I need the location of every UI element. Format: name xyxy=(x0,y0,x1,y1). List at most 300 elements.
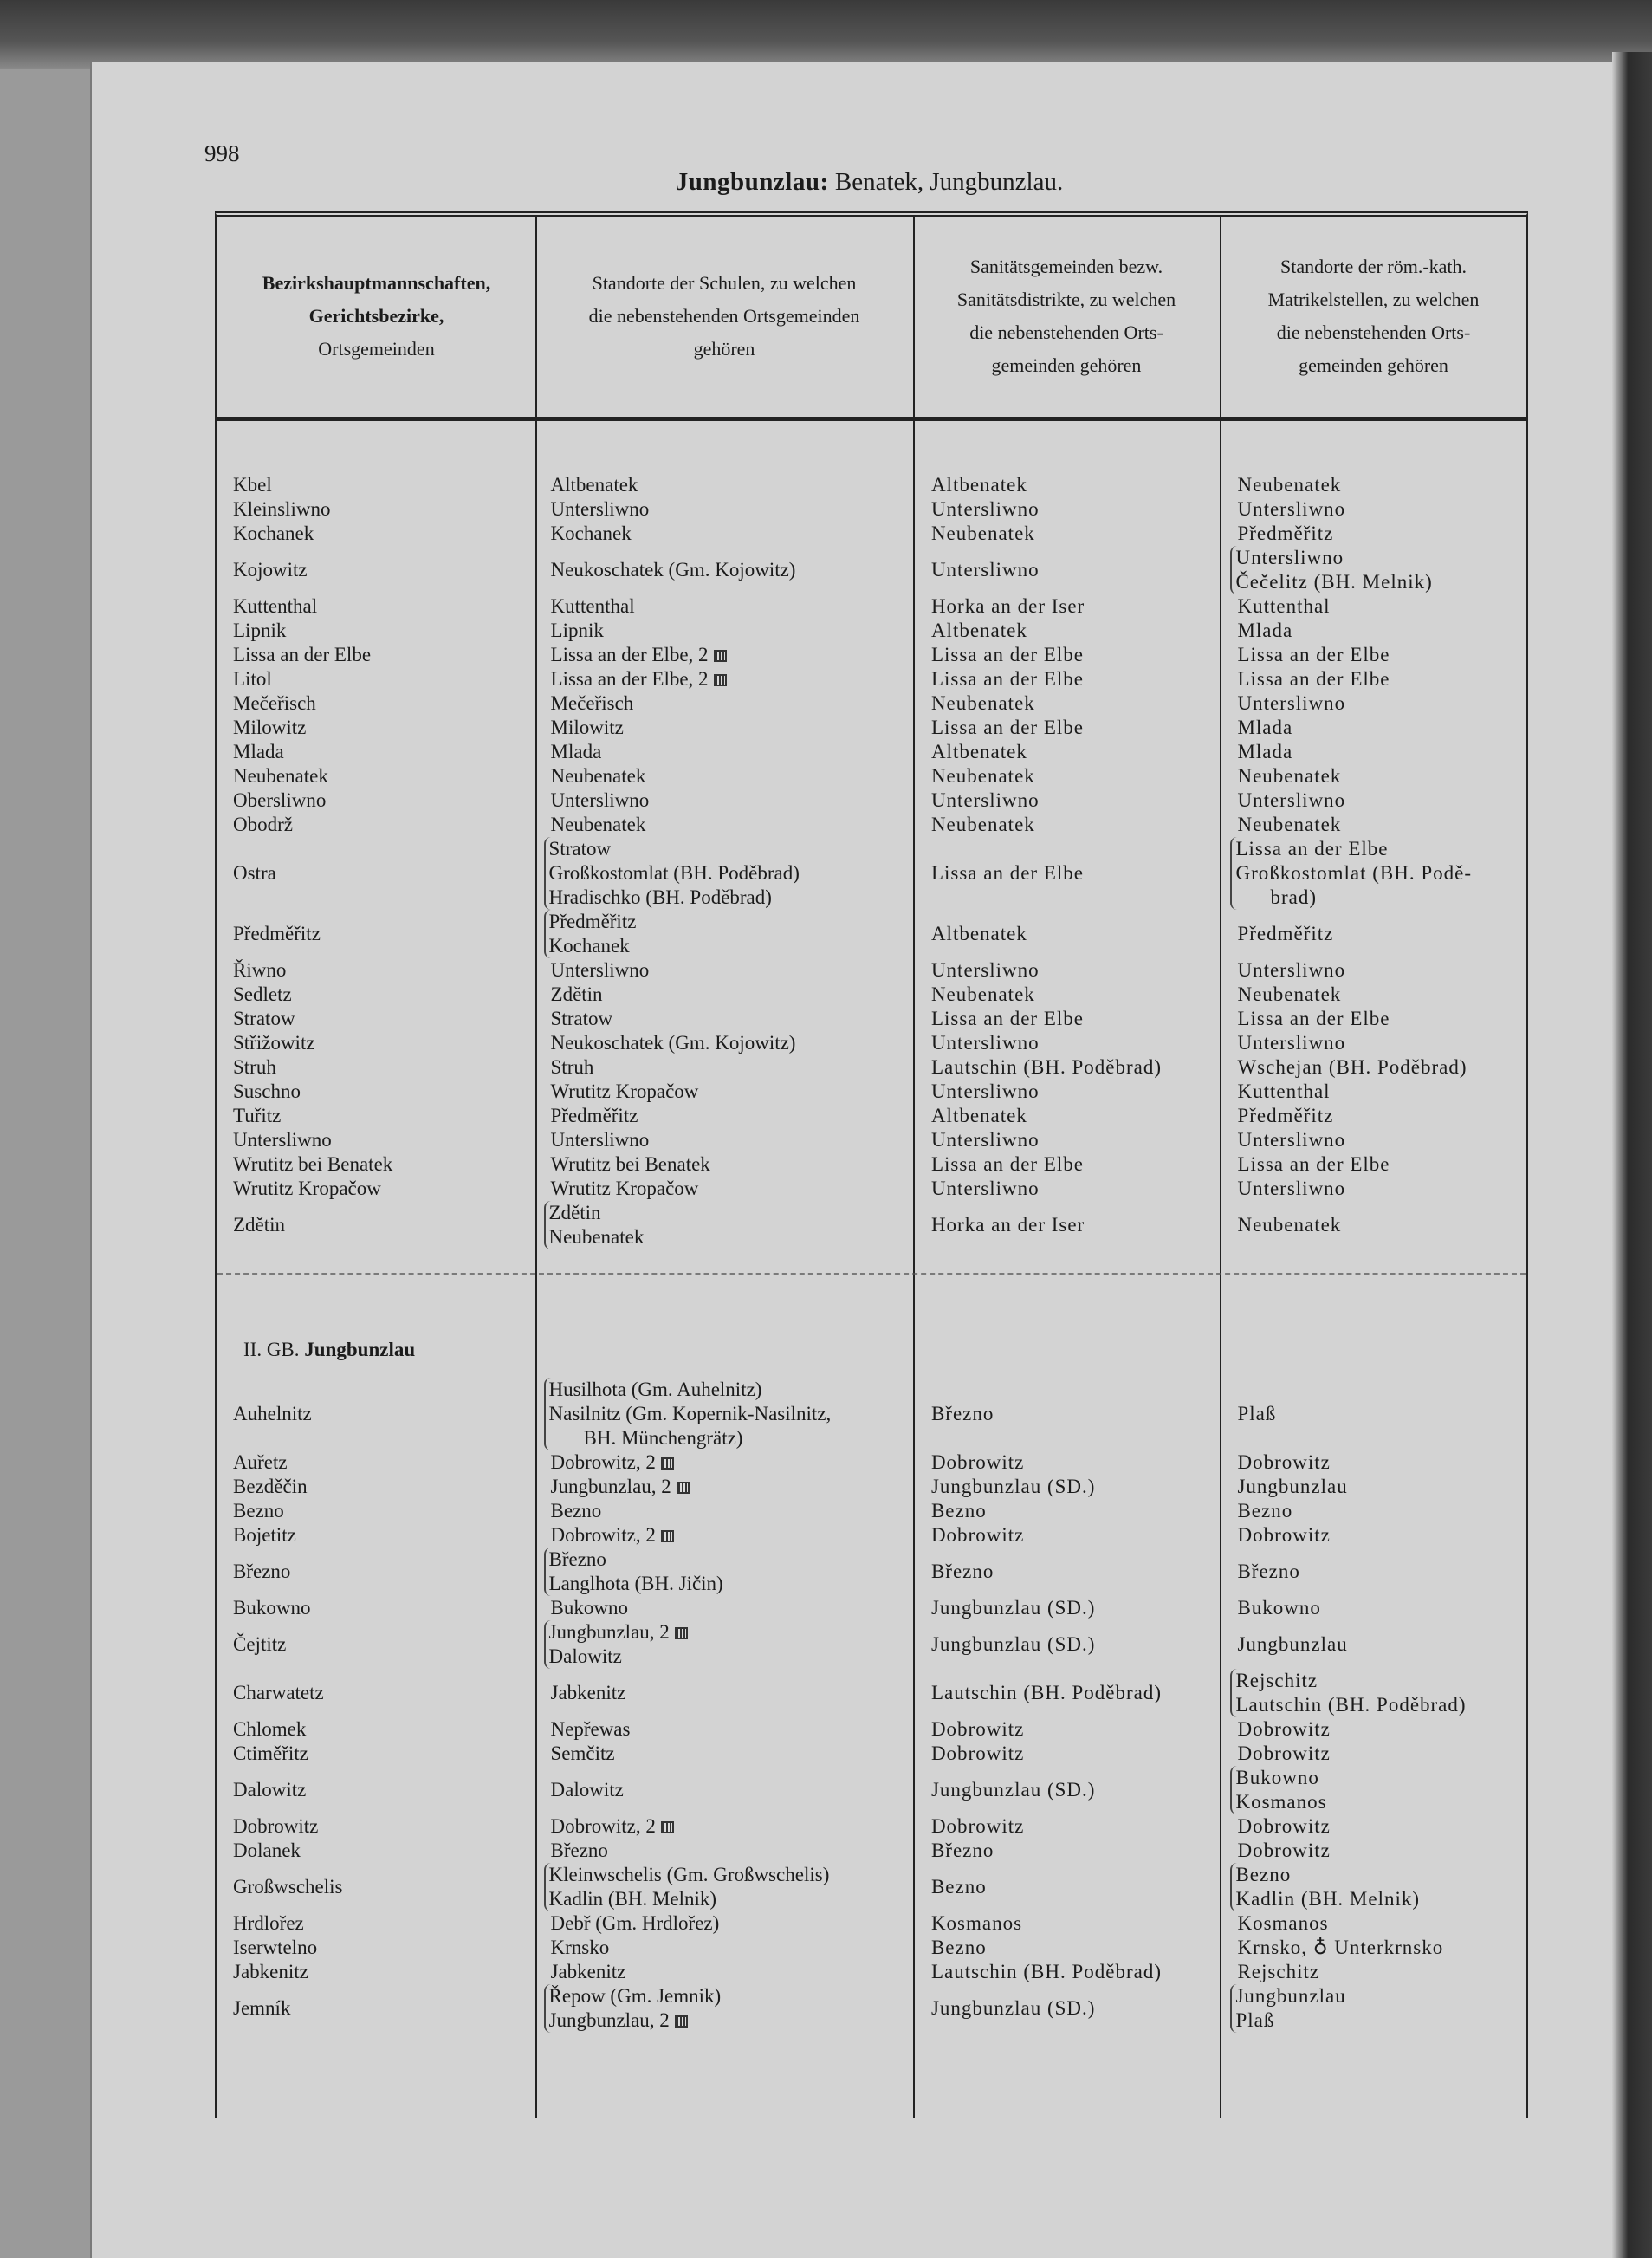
parish-register-cell xyxy=(1218,1669,1526,1717)
entry-text: Předměřitz xyxy=(1237,522,1334,544)
entry xyxy=(1237,983,1526,1007)
entry-text: Mlada xyxy=(550,741,602,762)
entry xyxy=(1237,643,1526,667)
entry-group xyxy=(551,643,912,667)
entry-text: Jungbunzlau, 2 xyxy=(548,2009,670,2031)
entry-group xyxy=(931,788,1219,813)
entry-text: Neubenatek xyxy=(550,765,646,787)
entry-group xyxy=(931,1814,1219,1839)
table-row xyxy=(217,691,1526,716)
entry-group xyxy=(931,1031,1219,1055)
entry xyxy=(1235,1790,1526,1814)
entry-text: Předměřitz xyxy=(550,1105,638,1126)
entry-group xyxy=(931,497,1219,522)
municipality-cell: Dobrowitz xyxy=(233,1815,319,1837)
municipality-cell: Střižowitz xyxy=(233,1032,315,1054)
entry-text: Altbenatek xyxy=(550,474,638,496)
parish-register-cell xyxy=(1218,1742,1526,1766)
sanitary-district-cell xyxy=(912,716,1219,740)
header-line: die nebenstehenden Orts- xyxy=(1276,321,1471,343)
municipality-cell: Mečeřisch xyxy=(233,692,316,714)
entry-group xyxy=(931,619,1219,643)
table-row xyxy=(217,1669,1526,1717)
municipality-cell: Charwatetz xyxy=(233,1682,324,1703)
entry-group xyxy=(931,740,1219,764)
school-cell xyxy=(535,1378,912,1450)
entry-group xyxy=(931,594,1219,619)
entry-group xyxy=(931,1450,1219,1475)
entry-group xyxy=(931,861,1219,886)
sanitary-district-cell xyxy=(912,740,1219,764)
entry-group xyxy=(1237,1177,1526,1201)
municipality-cell: Neubenatek xyxy=(233,765,328,787)
municipality-cell: Kbel xyxy=(233,474,272,496)
table-row xyxy=(217,1450,1526,1475)
entry-group xyxy=(931,1839,1219,1863)
entry xyxy=(1237,1104,1526,1128)
entry-group xyxy=(551,1152,912,1177)
entry xyxy=(551,619,912,643)
entry xyxy=(1237,473,1526,497)
sanitary-district-cell xyxy=(912,1031,1219,1055)
municipality-cell: Sedletz xyxy=(233,983,292,1005)
entry-text: Neukoschatek (Gm. Kojowitz) xyxy=(550,559,796,581)
entry xyxy=(931,1128,1219,1152)
entry-group xyxy=(551,1031,912,1055)
table-row xyxy=(217,473,1526,497)
entry xyxy=(1237,1742,1526,1766)
parish-register-cell xyxy=(1218,983,1526,1007)
entry-text: Bukowno xyxy=(550,1597,628,1619)
entry xyxy=(549,1887,912,1911)
school-cell xyxy=(535,1839,912,1863)
entry xyxy=(931,1911,1219,1936)
section-heading xyxy=(243,1339,415,1361)
entry xyxy=(551,1450,912,1475)
parish-register-cell xyxy=(1218,1055,1526,1080)
entry xyxy=(931,1450,1219,1475)
entry xyxy=(551,1936,912,1960)
entry xyxy=(551,1007,912,1031)
entry xyxy=(1235,1863,1526,1887)
entry-text: Langlhota (BH. Jičin) xyxy=(548,1573,723,1594)
table-row xyxy=(217,910,1526,958)
entry xyxy=(931,1080,1219,1104)
entry-text: Dobrowitz xyxy=(930,1524,1025,1546)
sanitary-district-cell xyxy=(912,1814,1219,1839)
entry xyxy=(549,1620,912,1645)
municipality-cell: Jemník xyxy=(233,1997,291,2019)
entry xyxy=(931,1402,1219,1426)
entry xyxy=(931,1523,1219,1548)
entry xyxy=(1237,922,1526,946)
entry-text: Altbenatek xyxy=(930,620,1027,641)
entry xyxy=(931,667,1219,691)
parish-register-cell xyxy=(1218,1620,1526,1669)
school-cell xyxy=(535,1523,912,1548)
school-cell xyxy=(535,1936,912,1960)
school-cell xyxy=(535,1031,912,1055)
entry-text: Untersliwno xyxy=(1237,692,1346,714)
entry-text: Lissa an der Elbe, 2 xyxy=(550,644,709,665)
sanitary-district-cell xyxy=(912,1007,1219,1031)
school-cell xyxy=(535,1669,912,1717)
sanitary-district-cell xyxy=(912,1080,1219,1104)
section-name: Jungbunzlau xyxy=(304,1339,416,1360)
entry-group xyxy=(931,716,1219,740)
entry-group xyxy=(931,1402,1219,1426)
entry-group xyxy=(931,983,1219,1007)
entry-group xyxy=(1237,1936,1526,1960)
entry-group xyxy=(931,1499,1219,1523)
entry xyxy=(551,594,912,619)
entry xyxy=(931,1717,1219,1742)
entry-group xyxy=(1237,667,1526,691)
municipality-cell: Čejtitz xyxy=(233,1633,287,1655)
entry xyxy=(1237,1128,1526,1152)
parish-register-cell xyxy=(1218,1450,1526,1475)
entry-text: Untersliwno xyxy=(930,1178,1040,1199)
sanitary-district-cell xyxy=(912,1475,1219,1499)
table-row xyxy=(217,1936,1526,1960)
table-row xyxy=(217,1742,1526,1766)
entry-group xyxy=(551,1814,912,1839)
table-row xyxy=(217,1152,1526,1177)
entry-group xyxy=(1237,1632,1526,1657)
municipality-cell: Dolanek xyxy=(233,1839,301,1861)
sanitary-district-cell xyxy=(912,1717,1219,1742)
entry-text: Untersliwno xyxy=(1237,1032,1346,1054)
entry-text: Kosmanos xyxy=(1235,1791,1327,1813)
entry-text: Březno xyxy=(548,1548,606,1570)
school-icon xyxy=(675,1627,688,1639)
sanitary-district-cell xyxy=(912,1548,1219,1596)
parish-register-cell xyxy=(1218,837,1526,910)
entry xyxy=(1235,861,1526,886)
entry xyxy=(931,1055,1219,1080)
table-row xyxy=(217,764,1526,788)
entry-text: Jungbunzlau xyxy=(1235,1985,1346,2007)
entry xyxy=(1237,497,1526,522)
sanitary-district-cell xyxy=(912,764,1219,788)
school-cell xyxy=(535,594,912,619)
municipality-cell: Dalowitz xyxy=(233,1779,307,1801)
entry xyxy=(931,1632,1219,1657)
entry xyxy=(551,788,912,813)
entry xyxy=(551,1177,912,1201)
entry-group xyxy=(931,473,1219,497)
entry-group xyxy=(931,667,1219,691)
parish-register-cell xyxy=(1218,1007,1526,1031)
sanitary-district-cell xyxy=(912,1669,1219,1717)
entry xyxy=(1237,1814,1526,1839)
entry-text: Debř (Gm. Hrdlořez) xyxy=(550,1912,720,1934)
entry xyxy=(1235,570,1526,594)
municipality-cell: Obersliwno xyxy=(233,789,327,811)
school-cell xyxy=(535,1152,912,1177)
school-cell xyxy=(535,691,912,716)
entry xyxy=(1237,667,1526,691)
entry-text: Lissa an der Elbe xyxy=(930,1153,1084,1175)
school-cell xyxy=(535,546,912,594)
entry-group xyxy=(551,1080,912,1104)
municipality-cell: Březno xyxy=(233,1560,291,1582)
municipality-cell: Kochanek xyxy=(233,522,314,544)
table-row xyxy=(217,546,1526,594)
entry-group xyxy=(931,522,1219,546)
table-row xyxy=(217,1523,1526,1548)
entry-group xyxy=(551,1839,912,1863)
entry-text: Bezno xyxy=(930,1876,987,1898)
municipality-cell: Kleinsliwno xyxy=(233,498,331,520)
header-line: Matrikelstellen, zu welchen xyxy=(1267,289,1480,310)
entry-group xyxy=(551,788,912,813)
entry-text: Bezno xyxy=(930,1500,987,1522)
header-line: Sanitätsgemeinden bezw. xyxy=(969,256,1163,277)
entry-text: Zdětin xyxy=(548,1202,601,1223)
entry-text: Neubenatek xyxy=(930,983,1035,1005)
entry xyxy=(931,1177,1219,1201)
entry xyxy=(1237,691,1526,716)
header-line: Gerichtsbezirke, xyxy=(308,305,444,327)
entry xyxy=(931,1936,1219,1960)
school-cell xyxy=(535,643,912,667)
entry-group xyxy=(1237,522,1526,546)
table-row xyxy=(217,837,1526,910)
entry-group xyxy=(1237,1960,1526,1984)
school-cell xyxy=(535,497,912,522)
entry xyxy=(931,788,1219,813)
entry-group xyxy=(551,1104,912,1128)
entry-text: Milowitz xyxy=(550,717,624,738)
sanitary-district-cell xyxy=(912,594,1219,619)
entry-group xyxy=(551,764,912,788)
entry-text: Jungbunzlau (SD.) xyxy=(930,1597,1096,1619)
entry-text: Bezno xyxy=(1235,1864,1292,1885)
entry-text: Neubenatek xyxy=(1237,1214,1342,1236)
school-cell xyxy=(535,1080,912,1104)
entry-group xyxy=(551,1936,912,1960)
entry-group xyxy=(931,1911,1219,1936)
parish-register-cell xyxy=(1218,619,1526,643)
entry xyxy=(549,1402,912,1426)
entry-text: Březno xyxy=(930,1403,994,1424)
entry xyxy=(1237,1911,1526,1936)
entry xyxy=(1235,1693,1526,1717)
sanitary-district-cell xyxy=(912,1960,1219,1984)
entry xyxy=(931,558,1219,582)
entry-text: Kuttenthal xyxy=(1237,1080,1331,1102)
entry-group xyxy=(931,813,1219,837)
entry xyxy=(1237,1402,1526,1426)
entry xyxy=(551,1742,912,1766)
entry-text: Bezno xyxy=(550,1500,602,1522)
entry-text: Altbenatek xyxy=(930,741,1027,762)
entry-text: Zdětin xyxy=(550,983,603,1005)
parish-register-cell xyxy=(1218,1960,1526,1984)
entry xyxy=(931,813,1219,837)
school-cell xyxy=(535,1450,912,1475)
school-cell xyxy=(535,1742,912,1766)
parish-register-cell xyxy=(1218,1548,1526,1596)
parish-register-cell xyxy=(1218,1128,1526,1152)
entry-group xyxy=(931,1996,1219,2021)
entry-group xyxy=(551,1911,912,1936)
entry-group xyxy=(1237,922,1526,946)
entry xyxy=(549,1572,912,1596)
entry-group xyxy=(931,1007,1219,1031)
table-row xyxy=(217,1177,1526,1201)
sanitary-district-cell xyxy=(912,691,1219,716)
entry xyxy=(551,1839,912,1863)
entry-group xyxy=(551,1177,912,1201)
sanitary-district-cell xyxy=(912,1152,1219,1177)
entry-group xyxy=(931,1523,1219,1548)
entry xyxy=(549,837,912,861)
entry xyxy=(931,522,1219,546)
entry-text: Dobrowitz xyxy=(1237,1839,1331,1861)
entry-text: Dobrowitz xyxy=(1237,1524,1331,1546)
entry-group xyxy=(1237,1475,1526,1499)
parish-register-cell xyxy=(1218,1984,1526,2033)
table-row xyxy=(217,1814,1526,1839)
entry-text: Krnsko xyxy=(550,1937,610,1958)
entry xyxy=(931,1814,1219,1839)
entry xyxy=(551,813,912,837)
entry-text: Bukowno xyxy=(1235,1767,1319,1788)
entry xyxy=(931,1152,1219,1177)
entry xyxy=(931,1213,1219,1237)
entry-group xyxy=(551,522,912,546)
sanitary-district-cell xyxy=(912,910,1219,958)
entry-group xyxy=(1237,1450,1526,1475)
table-row xyxy=(217,1717,1526,1742)
entry-group xyxy=(551,594,912,619)
entry xyxy=(549,2008,912,2033)
parish-register-cell xyxy=(1218,1766,1526,1814)
bracket-group xyxy=(1230,837,1526,910)
table-row xyxy=(217,716,1526,740)
parish-register-cell xyxy=(1218,473,1526,497)
bracket-group xyxy=(544,1548,912,1596)
entry-group xyxy=(1237,1499,1526,1523)
school-cell xyxy=(535,1055,912,1080)
entry-text: Lissa an der Elbe xyxy=(930,668,1084,690)
school-cell xyxy=(535,1128,912,1152)
entry-text: Husilhota (Gm. Auhelnitz) xyxy=(548,1379,762,1400)
entry-text: Plaß xyxy=(1235,2009,1275,2031)
entry-group xyxy=(551,473,912,497)
table-row xyxy=(217,1128,1526,1152)
sanitary-district-cell xyxy=(912,1766,1219,1814)
entry-text: Dalowitz xyxy=(548,1645,622,1667)
entry-text: Kadlin (BH. Melnik) xyxy=(548,1888,717,1910)
entry-text: Neukoschatek (Gm. Kojowitz) xyxy=(550,1032,796,1054)
table-row xyxy=(217,1201,1526,1249)
parish-register-cell xyxy=(1218,497,1526,522)
entry-text: Stratow xyxy=(550,1008,613,1029)
entry-text: Großkostomlat (BH. Podě- xyxy=(1235,862,1472,884)
entry xyxy=(1237,740,1526,764)
entry-group xyxy=(931,558,1219,582)
entry-text: Bezno xyxy=(930,1937,987,1958)
bracket-group xyxy=(544,1984,912,2033)
entry-group xyxy=(1237,1213,1526,1237)
entry xyxy=(1237,1523,1526,1548)
municipality-cell: Ostra xyxy=(233,862,276,884)
entry-text: Untersliwno xyxy=(1237,498,1346,520)
school-cell xyxy=(535,1104,912,1128)
entry-text: Untersliwno xyxy=(1237,959,1346,981)
sanitary-district-cell xyxy=(912,1911,1219,1936)
entry xyxy=(551,1055,912,1080)
sanitary-district-cell xyxy=(912,1499,1219,1523)
entry-group xyxy=(1237,1596,1526,1620)
entry xyxy=(1237,813,1526,837)
parish-register-cell xyxy=(1218,1177,1526,1201)
entry-text: Dobrowitz xyxy=(1237,1815,1331,1837)
entry-group xyxy=(1237,473,1526,497)
entry-text: Untersliwno xyxy=(930,498,1040,520)
table-row xyxy=(217,1055,1526,1080)
entry-text: Untersliwno xyxy=(930,1129,1040,1151)
table-row xyxy=(217,1007,1526,1031)
entry-group xyxy=(551,716,912,740)
gazetteer-table xyxy=(215,211,1528,2118)
entry-group xyxy=(1237,983,1526,1007)
entry xyxy=(551,1475,912,1499)
entry xyxy=(1237,594,1526,619)
entry xyxy=(551,1128,912,1152)
entry-text: Untersliwno xyxy=(930,1032,1040,1054)
table-row xyxy=(217,983,1526,1007)
table-row xyxy=(217,1596,1526,1620)
bracket-group xyxy=(544,1863,912,1911)
parish-register-cell xyxy=(1218,691,1526,716)
parish-register-cell xyxy=(1218,1936,1526,1960)
school-cell xyxy=(535,1863,912,1911)
municipality-cell: Struh xyxy=(233,1056,276,1078)
sanitary-district-cell xyxy=(912,983,1219,1007)
entry-text: Untersliwno xyxy=(550,1129,650,1151)
entry-text: BH. Münchengrätz) xyxy=(583,1427,743,1449)
entry xyxy=(1237,522,1526,546)
sanitary-district-cell xyxy=(912,1984,1219,2033)
entry-group xyxy=(1237,764,1526,788)
entry xyxy=(1235,2008,1526,2033)
header-schools xyxy=(535,217,913,416)
header-line: Bezirkshauptmannschaften, xyxy=(262,272,491,294)
entry-text: Untersliwno xyxy=(1235,547,1344,568)
school-icon xyxy=(661,1530,674,1542)
entry xyxy=(551,1104,912,1128)
sanitary-district-cell xyxy=(912,619,1219,643)
header-line: gemeinden gehören xyxy=(1299,354,1448,376)
entry-text: Wrutitz bei Benatek xyxy=(550,1153,710,1175)
table-row xyxy=(217,1475,1526,1499)
sanitary-district-cell xyxy=(912,788,1219,813)
sanitary-district-cell xyxy=(912,1936,1219,1960)
entry xyxy=(931,594,1219,619)
entry-group xyxy=(551,1596,912,1620)
entry xyxy=(931,1742,1219,1766)
bracket-group xyxy=(544,837,912,910)
entry xyxy=(549,1201,912,1225)
entry xyxy=(551,764,912,788)
municipality-cell: Mlada xyxy=(233,741,284,762)
bracket-group xyxy=(544,910,912,958)
entry xyxy=(549,1984,912,2008)
